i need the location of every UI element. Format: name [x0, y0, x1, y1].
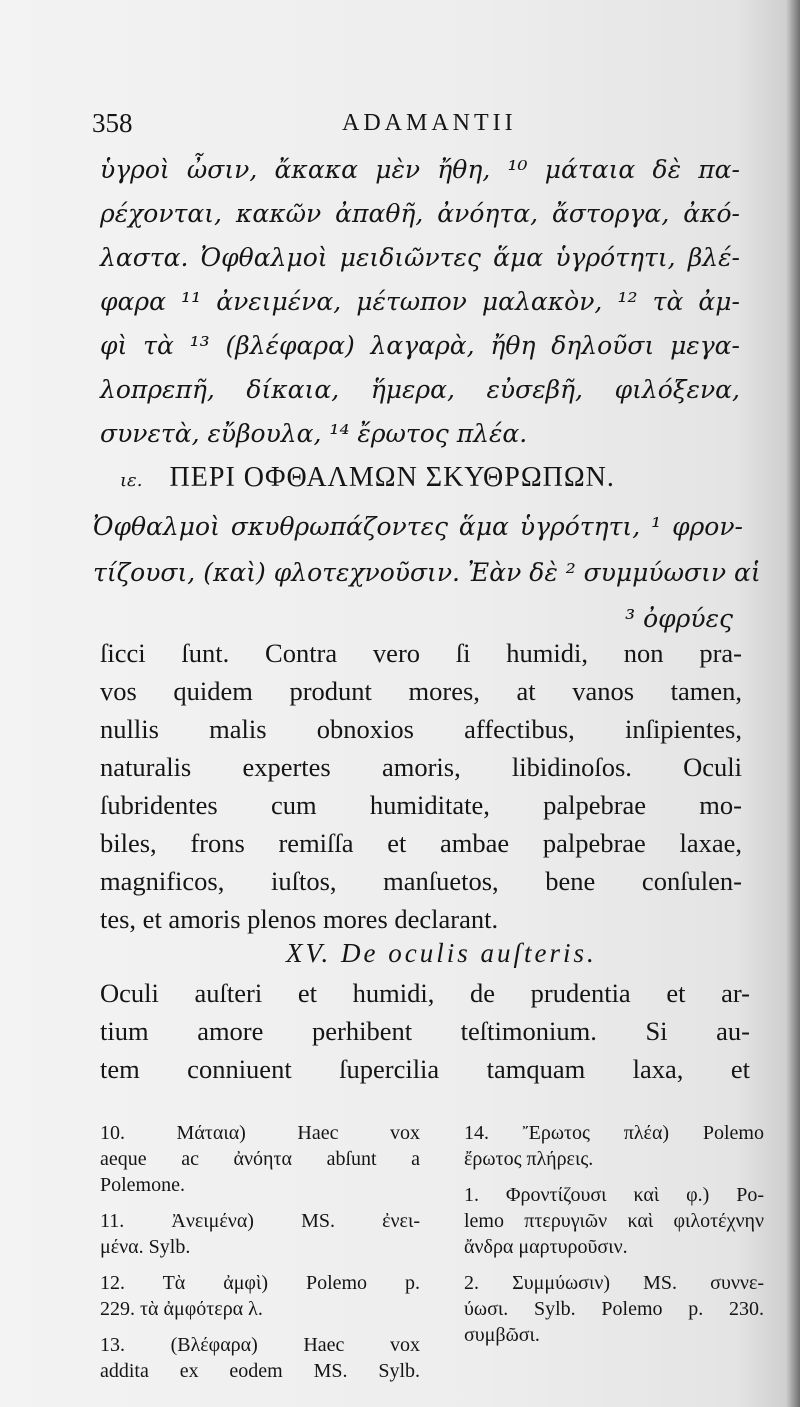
greek-line: Ὀφθαλμοὶ σκυθρωπάζοντες ἅμα ὑγρότητι, ¹ φρον- [93, 512, 743, 541]
footnote-line: 13. (Βλέφαρα) Haec vox [100, 1334, 420, 1356]
footnote-line: aeque ac ἀνόητα abſunt a [100, 1148, 420, 1170]
latin-line: nullis malis obnoxios affectibus, inſipientes, [100, 714, 742, 744]
footnote-line: 10. Μάταια) Haec vox [100, 1122, 420, 1144]
latin-translation-block [100, 634, 742, 938]
greek-line: λοπρεπῆ, δίκαια, ἥμερα, εὐσεβῆ, φιλόξενα, [100, 375, 740, 404]
latin-line: naturalis expertes amoris, libidinoſos. Oculi [100, 752, 742, 782]
footnote-line: addita ex eodem MS. Sylb. [100, 1360, 420, 1382]
footnote-line: ἔρωτος πλήρεις. [464, 1148, 594, 1170]
section-title-text: XV. De oculis auſteris. [286, 938, 597, 968]
footnote-line: μένα. Sylb. [100, 1236, 191, 1258]
latin-line: tem conniuent ſupercilia tamquam laxa, et [100, 1054, 750, 1084]
footnotes-left-column [100, 1120, 420, 1384]
page-edge-shadow [786, 0, 800, 1407]
greek-line: λαστα. Ὀφθαλμοὶ μειδιῶντες ἅμα ὑγρότητι, βλέ- [100, 243, 740, 272]
footnote-line: 229. τὰ ἀμφότερα λ. [100, 1298, 263, 1320]
running-title: ADAMANTII [342, 110, 517, 136]
footnotes-right-column [464, 1120, 764, 1348]
greek-line: συνετὰ, εὔβουλα, ¹⁴ ἔρωτος πλέα. [100, 419, 528, 448]
greek-catchword: ³ ὀφρύες [625, 604, 733, 633]
greek-line: ὑγροὶ ὦσιν, ἄκακα μὲν ἤθη, ¹⁰ μάταια δὲ πα- [100, 155, 740, 184]
greek-line: φὶ τὰ ¹³ (βλέφαρα) λαγαρὰ, ἤθη δηλοῦσι μεγα- [100, 331, 740, 360]
greek-paragraph [93, 504, 761, 642]
latin-text-block-2 [100, 974, 750, 1088]
greek-line: φαρα ¹¹ ἀνειμένα, μέτωπον μαλακὸν, ¹² τὰ ἀμ- [100, 287, 740, 316]
footnote-line: 11. Ἀνειμένα) MS. ἐνει- [100, 1210, 420, 1232]
latin-line: vos quidem produnt mores, at vanos tamen, [100, 676, 742, 706]
footnote-line: συμβῶσι. [464, 1324, 540, 1346]
latin-line: Oculi auſteri et humidi, de prudentia et ar- [100, 978, 750, 1008]
footnote-line: 2. Συμμύωσιν) MS. συννε- [464, 1272, 764, 1294]
greek-text-block [100, 148, 740, 456]
latin-line: tium amore perhibent teſtimonium. Si au- [100, 1016, 750, 1046]
footnote-line: Polemone. [100, 1174, 185, 1196]
footnote-line: 12. Τὰ ἀμφὶ) Polemo p. [100, 1272, 420, 1294]
footnote-line: 14. Ἔρωτος πλέα) Polemo [464, 1122, 764, 1144]
greek-section-heading [120, 462, 720, 502]
footnote-line: ἄνδρα μαρτυροῦσιν. [464, 1236, 628, 1258]
running-head [92, 108, 712, 148]
section-number: ιε. [120, 470, 143, 491]
latin-line: biles, frons remiſſa et ambae palpebrae laxae, [100, 828, 742, 858]
footnote-line: 1. Φροντίζουσι καὶ φ.) Po- [464, 1184, 764, 1206]
footnote-line: ύωσι. Sylb. Polemo p. 230. [464, 1298, 764, 1320]
latin-line: magnificos, iuſtos, manſuetos, bene conſulen- [100, 866, 742, 896]
greek-line: ρέχονται, κακῶν ἀπαθῆ, ἀνόητα, ἄστοργα, ἀκό- [100, 199, 740, 228]
latin-line: tes, et amoris plenos mores declarant. [100, 904, 499, 934]
section-heading-text: ΠΕΡΙ ΟΦΘΑΛΜΩΝ ΣΚΥΘΡΩΠΩΝ. [169, 462, 615, 493]
page-number: 358 [92, 108, 133, 138]
greek-line: τίζουσι, (καὶ) φλοτεχνοῦσιν. Ἐὰν δὲ ² συμμύωσιν αἱ [93, 558, 761, 587]
latin-line: ſubridentes cum humiditate, palpebrae mo- [100, 790, 742, 820]
latin-line: ſicci ſunt. Contra vero ſi humidi, non pra- [100, 638, 742, 668]
footnote-line: lemo πτερυγιῶν καὶ φιλοτέχνην [464, 1210, 764, 1232]
